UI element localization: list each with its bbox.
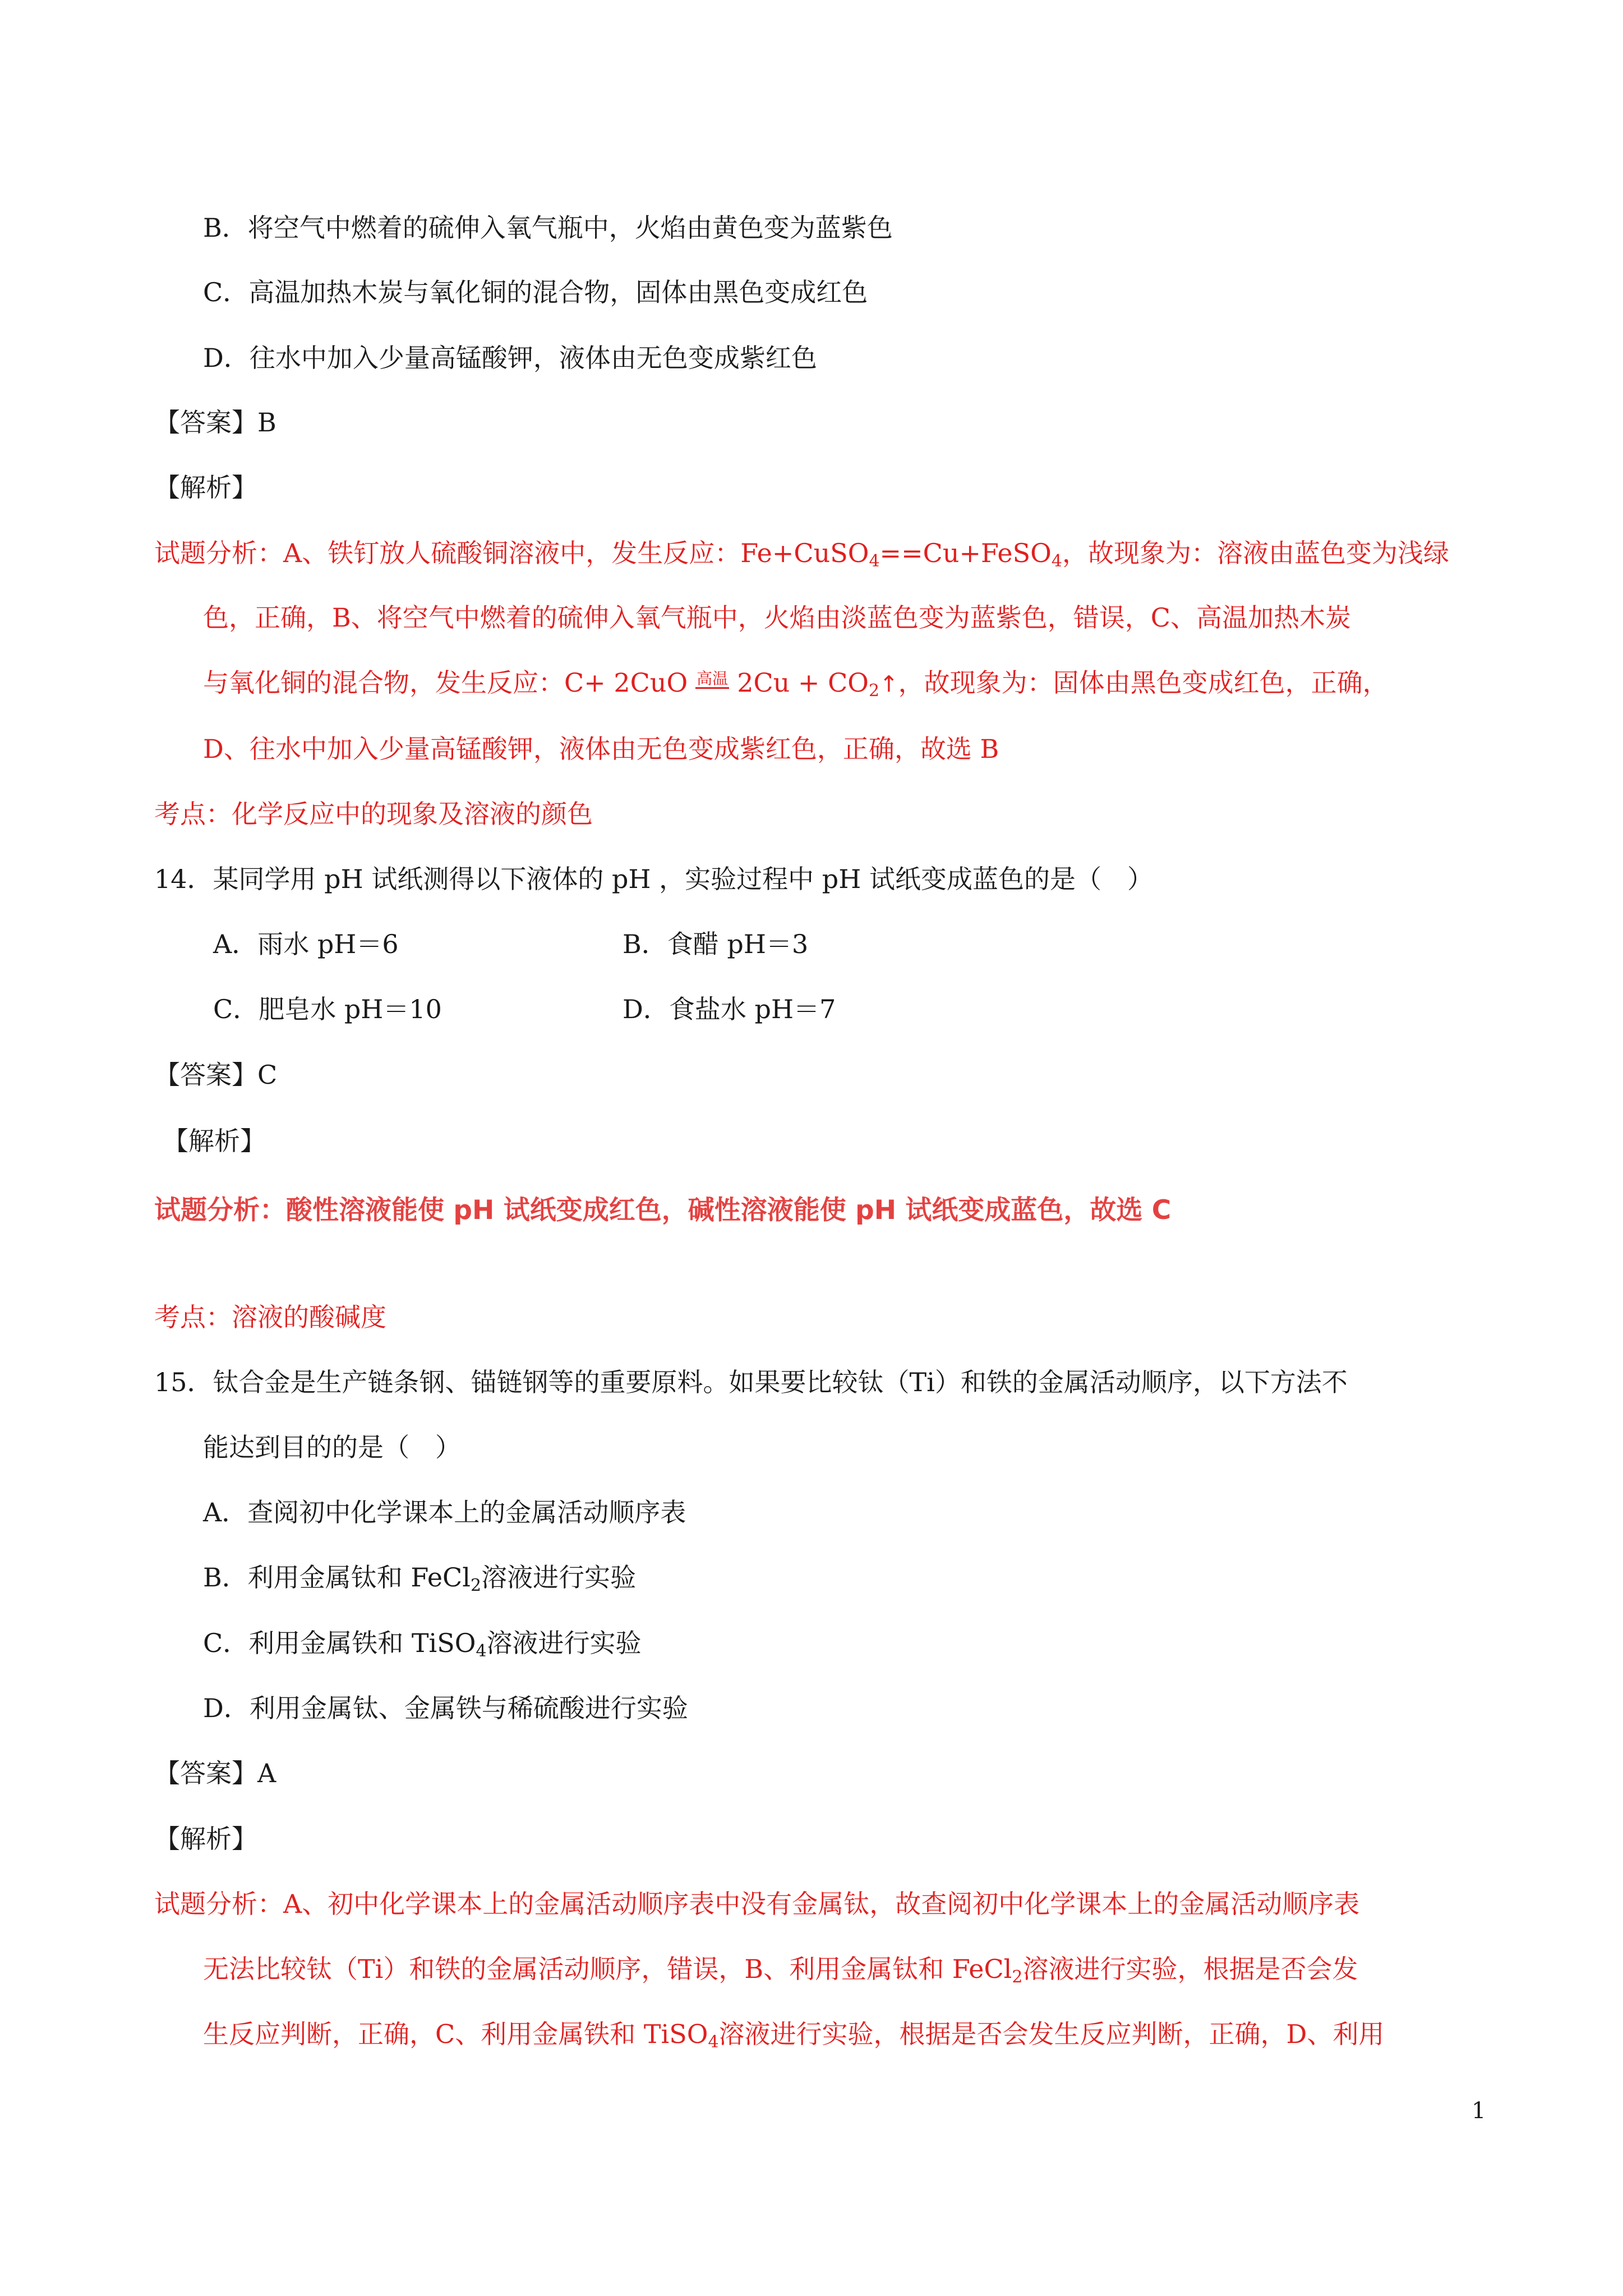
q14-option-c: C．肥皂水 pH＝10 [213, 994, 442, 1024]
q14-point: 考点：溶液的酸碱度 [154, 1302, 386, 1332]
q15-option-b: B．利用金属钛和 FeCl$_2$溶液进行实验 [203, 1562, 637, 1595]
q14-option-d: D．食盐水 pH＝7 [623, 994, 836, 1024]
q13-analysis-label: 【解析】 [154, 472, 257, 503]
gas-arrow-icon: ↑ [879, 671, 898, 697]
q14-analysis-label: 【解析】 [163, 1126, 266, 1156]
q15-analysis-line-2: 无法比较钛（Ti）和铁的金属活动顺序，错误，B、利用金属钛和 FeCl$_2$溶液进行实验，根据是否会发 [203, 1954, 1358, 1987]
q15-analysis-line-1: 试题分析：A、初中化学课本上的金属活动顺序表中没有金属钛，故查阅初中化学课本上的金属活动顺序表 [154, 1889, 1360, 1919]
page-number: 1 [1472, 2098, 1486, 2124]
q15-question-line-2: 能达到目的的是（ ） [203, 1432, 461, 1462]
q13-analysis-line-2: 色，正确，B、将空气中燃着的硫伸入氧气瓶中，火焰由淡蓝色变为蓝紫色，错误，C、高温加热木炭 [203, 602, 1351, 633]
q14-answer: 【答案】C [154, 1060, 278, 1090]
q14-analysis: 试题分析：酸性溶液能使 pH 试纸变成红色，碱性溶液能使 pH 试纸变成蓝色，故选 C [154, 1195, 1172, 1226]
q14-question: 14．某同学用 pH 试纸测得以下液体的 pH ，实验过程中 pH 试纸变成蓝色的是（ ） [154, 864, 1153, 894]
q13-analysis-line-4: D、往水中加入少量高锰酸钾，液体由无色变成紫红色，正确，故选 B [203, 734, 999, 764]
q15-option-a: A．查阅初中化学课本上的金属活动顺序表 [203, 1497, 686, 1527]
q13-option-d: D．往水中加入少量高锰酸钾，液体由无色变成紫红色 [203, 343, 817, 373]
q13-option-b: B．将空气中燃着的硫伸入氧气瓶中，火焰由黄色变为蓝紫色 [203, 213, 893, 243]
q14-option-b: B．食醋 pH＝3 [623, 929, 809, 959]
q15-question-line-1: 15．钛合金是生产链条钢、锚链钢等的重要原料。如果要比较钛（Ti）和铁的金属活动顺序，以下方法不 [154, 1367, 1348, 1397]
q13-answer: 【答案】B [154, 407, 276, 438]
q14-option-a: A．雨水 pH＝6 [213, 929, 399, 959]
q13-analysis-line-3: 与氧化铜的混合物，发生反应：C+ 2CuO 高温 $2Cu + CO_2↑$，故现象为：固体由黑色变成红色，正确， [203, 668, 1389, 701]
q15-option-c: C．利用金属铁和 TiSO$_4$溶液进行实验 [203, 1628, 642, 1661]
q15-answer: 【答案】A [154, 1758, 276, 1788]
q15-analysis-line-3: 生反应判断，正确，C、利用金属铁和 TiSO$_4$溶液进行实验，根据是否会发生反应判断，正确，D、利用 [203, 2019, 1385, 2052]
q13-analysis-line-1: 试题分析：A、铁钉放人硫酸铜溶液中，发生反应：Fe+CuSO$_4$==Cu+FeSO$_4$，故现象为：溶液由蓝色变为浅绿 [154, 538, 1449, 571]
q13-option-c: C．高温加热木炭与氧化铜的混合物，固体由黑色变成红色 [203, 277, 868, 307]
q13-point: 考点：化学反应中的现象及溶液的颜色 [154, 799, 593, 829]
reaction-condition: 高温 [697, 669, 728, 688]
q15-option-d: D．利用金属钛、金属铁与稀硫酸进行实验 [203, 1693, 688, 1723]
q15-analysis-label: 【解析】 [154, 1824, 257, 1854]
